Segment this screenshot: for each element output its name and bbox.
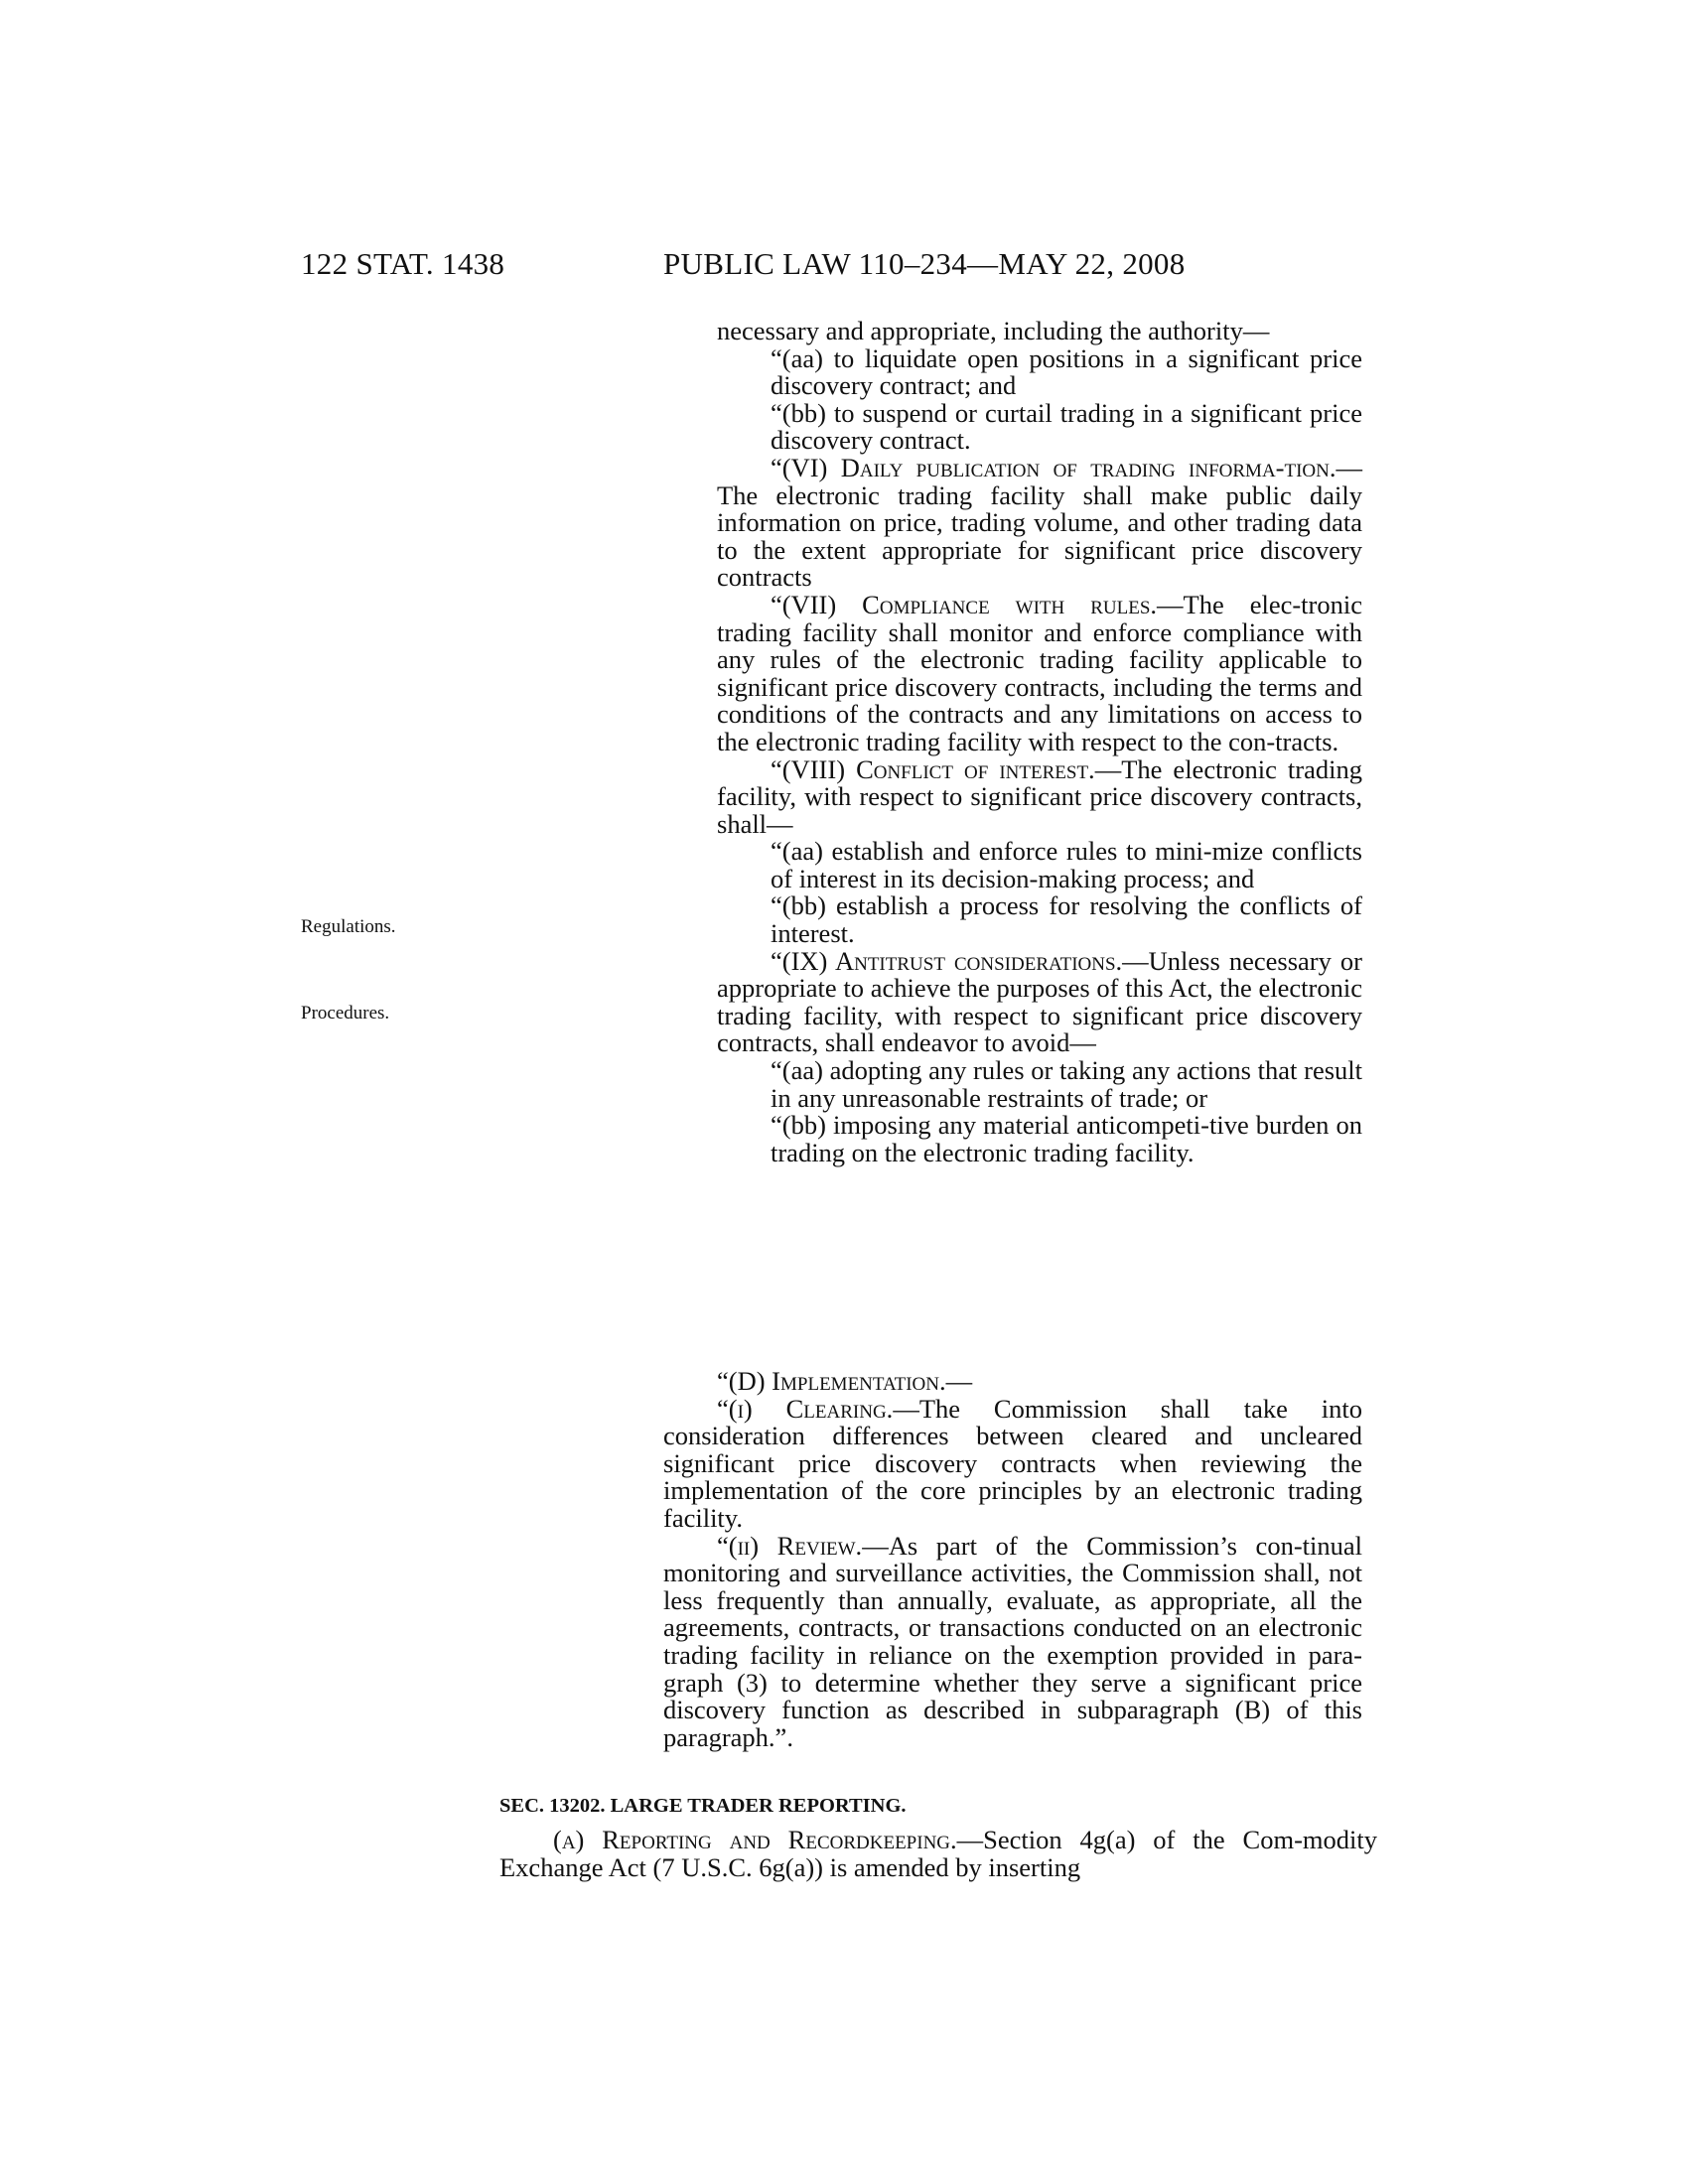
- implementation-block: [663, 1368, 1362, 1751]
- para-bb-suspend: “(bb) to suspend or curtail trading in a significant price discovery contract.: [771, 397, 1362, 456]
- para-ix-antitrust: “(IX) Antitrust considerations.—Unless necessary or appropriate to achieve the purposes of this Act, the electronic trading facility, with respect to significant price discovery contracts, shall endeavor to avoid—: [717, 945, 1362, 1058]
- page-running-head: PUBLIC LAW 110–234—MAY 22, 2008: [663, 246, 1186, 281]
- para-vi-daily-publication: “(VI) Daily publication of trading informa-tion.—The electronic trading facility shall make public daily information on price, trading volume, and other trading data to the extent appropriate for significant price discovery contracts: [717, 452, 1362, 593]
- margin-note-regulations: Regulations.: [301, 916, 396, 937]
- margin-note-procedures: Procedures.: [301, 1003, 390, 1024]
- para-necessary: necessary and appropriate, including the authority—: [717, 316, 1270, 345]
- heading-d-ii: “(ii) Review.: [717, 1530, 863, 1561]
- heading-viii: “(VIII) Conflict of interest.: [771, 753, 1095, 784]
- para-vii-compliance: “(VII) Compliance with rules.—The elec-tronic trading facility shall monitor and enforce compliance with any rules of the electronic trading facility applicable to significant price discovery contracts, including the terms and conditions of the contracts and any limitations on access to the electronic trading facility with respect to the con-tracts.: [717, 589, 1362, 756]
- heading-d-i: “(i) Clearing.: [717, 1393, 894, 1424]
- para-ix-aa: “(aa) adopting any rules or taking any actions that result in any unreasonable restraints of trade; or: [771, 1055, 1362, 1113]
- para-d-implementation: “(D) Implementation.—: [717, 1366, 973, 1396]
- heading-vi: “(VI) Daily publication of trading informa-tion.: [771, 452, 1336, 482]
- para-ix-bb: “(bb) imposing any material anticompeti-tive burden on trading on the electronic trading facility.: [771, 1110, 1362, 1167]
- section-heading: SEC. 13202. LARGE TRADER REPORTING.: [499, 1795, 907, 1817]
- upper-text-block: [717, 318, 1362, 1166]
- page-stat-number: 122 STAT. 1438: [301, 246, 505, 281]
- para-aa-liquidate: “(aa) to liquidate open positions in a significant price discovery contract; and: [771, 342, 1362, 401]
- para-d-i-clearing: “(i) Clearing.—The Commission shall take into consideration differences between cleared and uncleared significant price discovery contracts when reviewing the implementation of the core principles by an electronic trading facility.: [663, 1393, 1362, 1533]
- para-viii-aa: “(aa) establish and enforce rules to mini-mize conflicts of interest in its decision-making process; and: [771, 836, 1362, 893]
- heading-vii: “(VII) Compliance with rules.: [771, 589, 1158, 619]
- para-a-reporting: (a) Reporting and Recordkeeping.—Section 4g(a) of the Com-modity Exchange Act (7 U.S.C. 6g(a)) is amended by inserting: [499, 1825, 1377, 1882]
- heading-d: “(D) Implementation.: [717, 1366, 946, 1396]
- heading-ix: “(IX) Antitrust considerations.: [771, 945, 1123, 976]
- para-viii-bb: “(bb) establish a process for resolving the conflicts of interest.: [771, 890, 1362, 949]
- section-text-block: [499, 1827, 1377, 1881]
- para-viii-conflict: “(VIII) Conflict of interest.—The electronic trading facility, with respect to significant price discovery contracts, shall—: [717, 753, 1362, 839]
- para-d-ii-review: “(ii) Review.—As part of the Commission’s con-tinual monitoring and surveillance activities, the Commission shall, not less frequently than annually, evaluate, as appropriate, all the agreements, contracts, or transactions conducted on an electronic trading facility in reliance on the exemption provided in para-graph (3) to determine whether they serve a significant price discovery function as described in subparagraph (B) of this paragraph.”.: [663, 1530, 1362, 1752]
- heading-a: (a) Reporting and Recordkeeping.: [553, 1825, 957, 1854]
